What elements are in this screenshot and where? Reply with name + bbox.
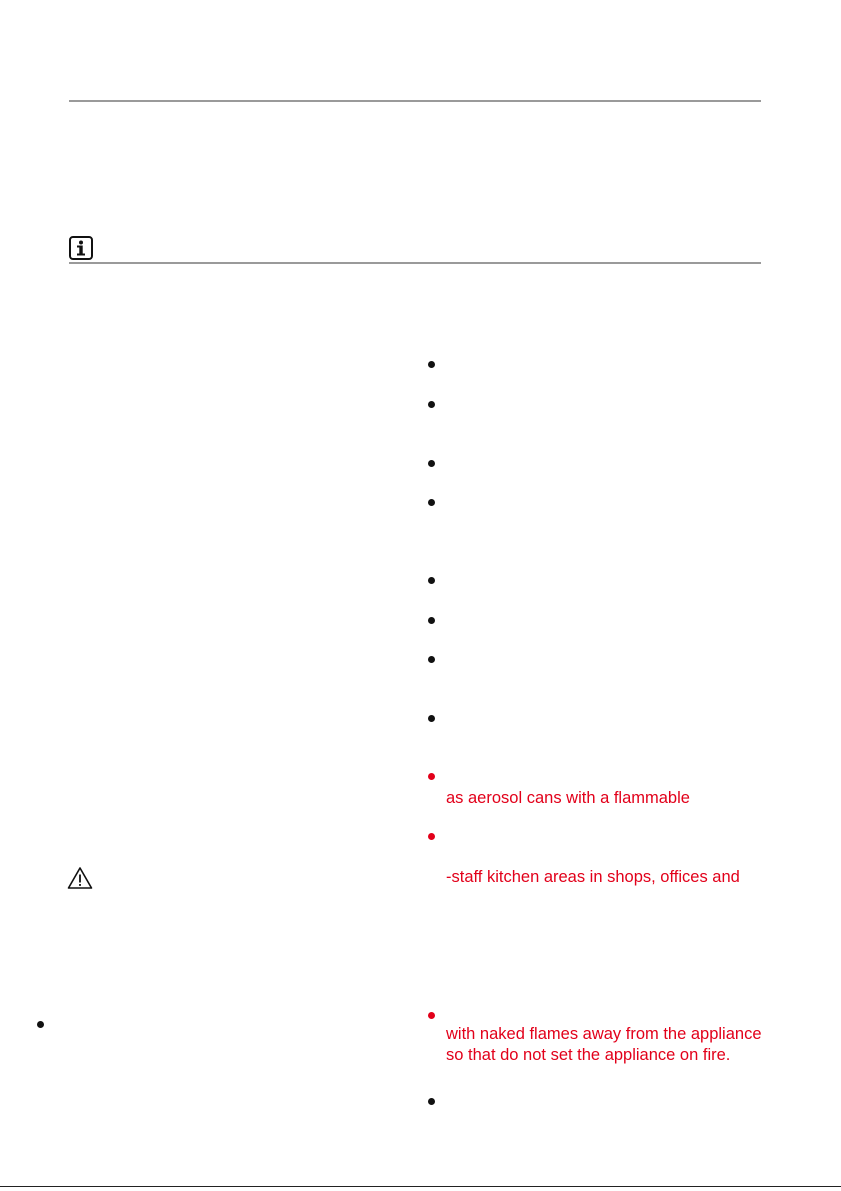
bullet-8 <box>428 715 435 722</box>
bullet-6 <box>428 617 435 624</box>
info-divider <box>69 262 761 264</box>
naked-flames-line: with naked flames away from the appliance <box>446 1025 762 1043</box>
top-divider <box>69 100 761 102</box>
bullet-2 <box>428 401 435 408</box>
warning-triangle-icon <box>67 866 93 895</box>
aerosol-line: as aerosol cans with a flammable <box>446 789 690 807</box>
bullet-5 <box>428 577 435 584</box>
bullet-left <box>37 1021 44 1028</box>
no-fire-line: so that do not set the appliance on fire. <box>446 1046 731 1064</box>
bullet-7 <box>428 656 435 663</box>
bullet-red-1 <box>428 773 435 780</box>
staff-kitchen-line: -staff kitchen areas in shops, offices and <box>446 868 740 886</box>
bullet-3 <box>428 460 435 467</box>
info-icon <box>69 236 93 265</box>
bullet-red-2 <box>428 833 435 840</box>
bullet-9 <box>428 1098 435 1105</box>
bullet-red-3 <box>428 1012 435 1019</box>
bullet-4 <box>428 499 435 506</box>
bottom-edge-line <box>0 1186 841 1187</box>
bullet-1 <box>428 361 435 368</box>
